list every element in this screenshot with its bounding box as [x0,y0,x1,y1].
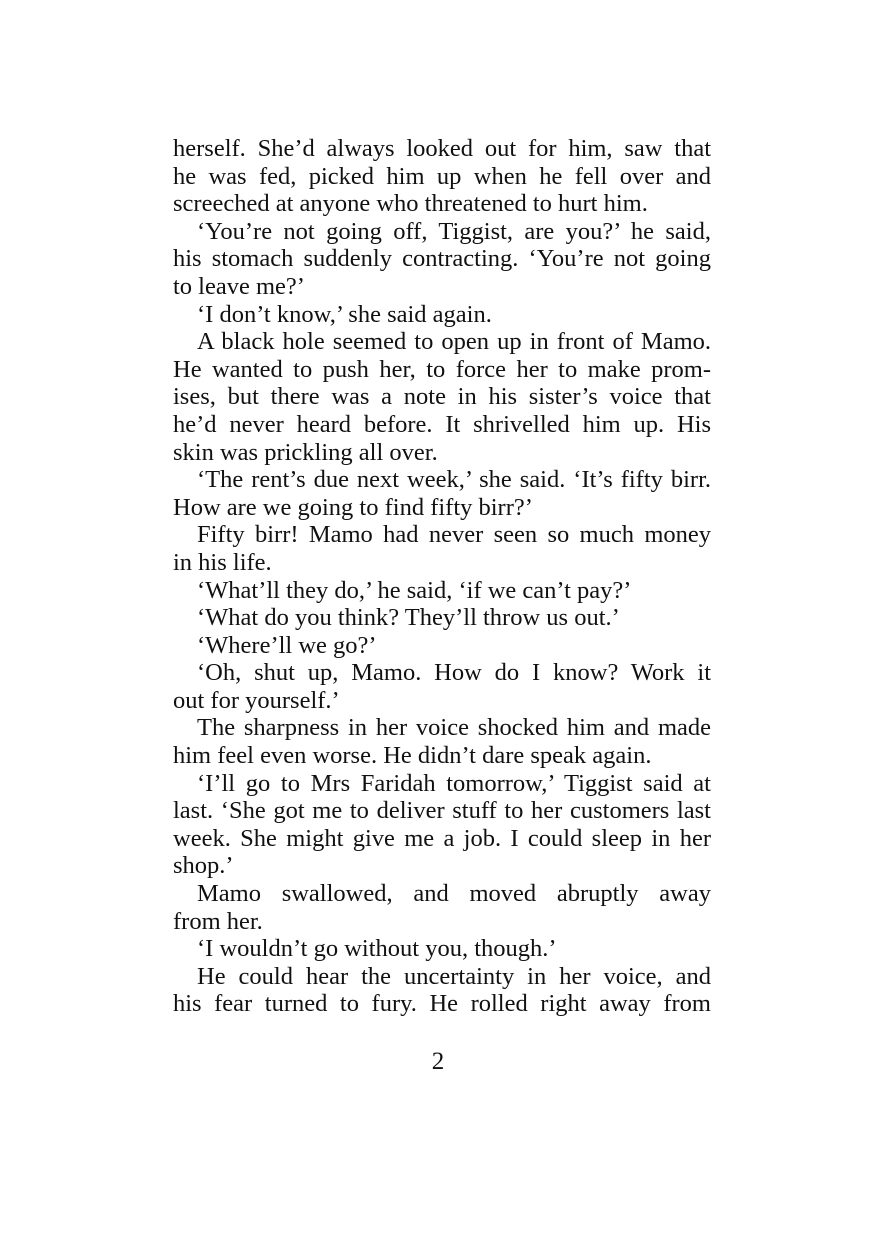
text-line: his stomach suddenly contracting. ‘You’re not going [173,245,711,273]
text-line: his fear turned to fury. He rolled right away from [173,990,711,1018]
text-line: ‘The rent’s due next week,’ she said. ‘It’s fifty birr. [197,466,711,494]
text-line: ‘Where’ll we go?’ [197,631,377,659]
text-line: in his life. [173,548,272,576]
text-line: herself. She’d always looked out for him, saw that [173,135,711,162]
text-line: to leave me?’ [173,272,305,300]
text-line: screeched at anyone who threatened to hurt him. [173,190,648,218]
text-line: ‘I don’t know,’ she said again. [197,300,492,328]
page-number: 2 [431,1048,445,1075]
text-line: ises, but there was a note in his sister’s voice that [173,383,711,411]
text-line: ‘I wouldn’t go without you, though.’ [197,935,557,963]
text-line: shop.’ [173,852,234,880]
text-line: ‘Oh, shut up, Mamo. How do I know? Work it [197,659,711,687]
text-line: A black hole seemed to open up in front of Mamo. [197,328,711,356]
text-line: skin was prickling all over. [173,438,438,466]
text-line: last. ‘She got me to deliver stuff to her customers last [173,797,711,825]
text-line: from her. [173,907,263,935]
text-line: Fifty birr! Mamo had never seen so much money [197,521,711,549]
text-line: Mamo swallowed, and moved abruptly away [197,880,711,908]
text-line: ‘What’ll they do,’ he said, ‘if we can’t pay?’ [197,576,632,604]
text-line: ‘What do you think? They’ll throw us out.’ [197,604,620,632]
text-line: week. She might give me a job. I could sleep in her [173,824,711,852]
text-line: How are we going to find fifty birr?’ [173,493,533,521]
text-line: him feel even worse. He didn’t dare speak again. [173,742,652,770]
text-line: out for yourself.’ [173,686,340,714]
text-line: he was fed, picked him up when he fell over and [173,162,711,190]
text-line: He wanted to push her, to force her to make prom- [173,355,711,383]
text-line: he’d never heard before. It shrivelled him up. His [173,410,711,438]
text-line: ‘I’ll go to Mrs Faridah tomorrow,’ Tiggist said at [197,769,711,797]
text-line: ‘You’re not going off, Tiggist, are you?’ he said, [197,217,711,245]
text-line: He could hear the uncertainty in her voice, and [197,962,711,990]
body-text [173,135,711,1018]
text-line: The sharpness in her voice shocked him and made [197,714,711,742]
